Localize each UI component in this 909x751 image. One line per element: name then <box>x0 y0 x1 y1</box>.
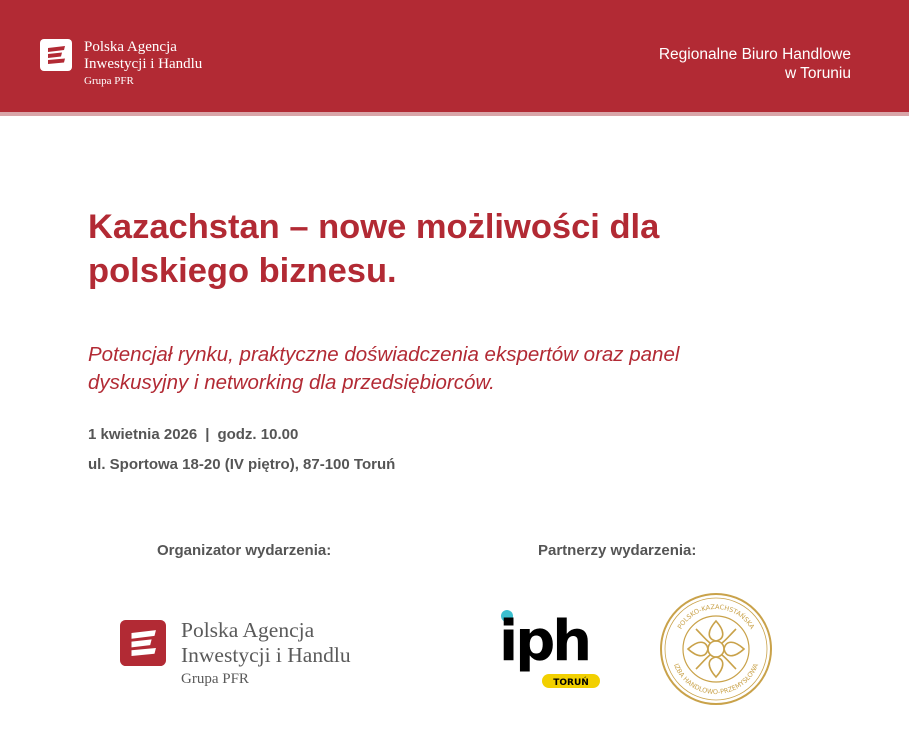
event-details <box>88 424 395 484</box>
date-time-row <box>88 424 395 454</box>
paih-logo-header <box>40 39 202 89</box>
event-time: godz. 10.00 <box>217 426 299 443</box>
logo-line-1: Polska Agencja <box>84 39 177 55</box>
partners-label: Partnerzy wydarzenia: <box>538 542 697 559</box>
organizer-label: Organizator wydarzenia: <box>157 542 332 559</box>
organizer-logo-line-2: Inwestycji i Handlu <box>181 643 351 667</box>
iph-text: iph <box>499 609 590 674</box>
event-subtitle-line-1: Potencjał rynku, praktyczne doświadczenia ekspertów oraz panel <box>88 343 680 366</box>
office-line-1: Regionalne Biuro Handlowe <box>658 46 851 63</box>
seal-bottom-text: IZBA HANDLOWO-PRZEMYSŁOWA <box>671 662 761 697</box>
organizer-logo-line-3: Grupa PFR <box>181 671 249 687</box>
event-address: ul. Sportowa 18-20 (IV piętro), 87-100 Toruń <box>88 456 396 473</box>
organizer-logo-line-1: Polska Agencja <box>181 618 315 642</box>
event-subtitle <box>88 341 848 397</box>
iph-torun-logo <box>498 604 602 692</box>
event-subtitle-line-2: dyskusyjny i networking dla przedsiębiorców. <box>88 371 495 394</box>
logo-line-3: Grupa PFR <box>84 75 134 87</box>
event-date: 1 kwietnia 2026 <box>88 426 198 443</box>
organizer-logo <box>120 620 351 690</box>
separator: | <box>205 426 210 443</box>
event-title-line-2: polskiego biznesu. <box>88 252 397 290</box>
event-title-line-1: Kazachstan – nowe możliwości dla <box>88 208 660 246</box>
logo-line-2: Inwestycji i Handlu <box>84 56 203 72</box>
office-line-2: w Toruniu <box>784 65 851 82</box>
paih-logo-mark-icon <box>120 620 166 666</box>
regional-office <box>591 45 851 83</box>
chamber-seal <box>657 591 775 707</box>
paih-logo-mark-icon <box>40 39 72 71</box>
header-divider <box>0 112 909 116</box>
seal-top-text: POLSKO-KAZACHSTAŃSKA <box>675 602 757 631</box>
event-title <box>88 205 848 293</box>
iph-badge-text: TORUŃ <box>553 678 589 688</box>
